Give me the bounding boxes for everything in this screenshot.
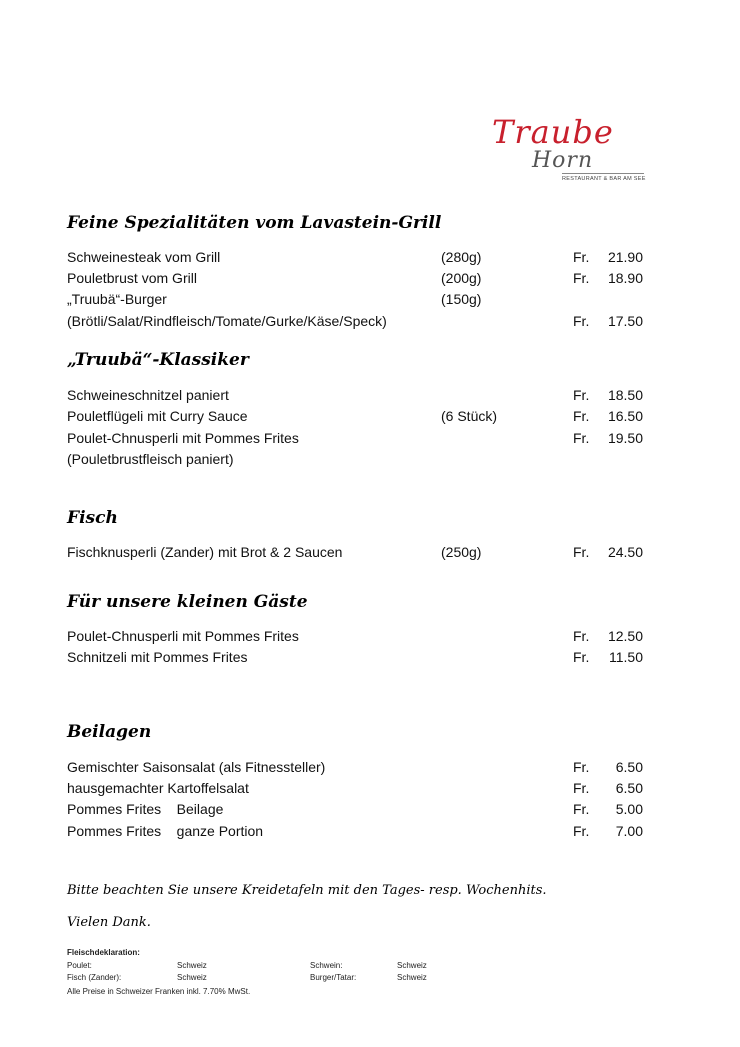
item-name: Pouletflügeli mit Curry Sauce [67,408,248,424]
item-currency: Fr. [573,780,590,796]
item-price: 19.50 [607,430,643,446]
menu-item [67,247,643,268]
item-name: Poulet-Chnusperli mit Pommes Frites [67,628,299,644]
declaration-fisch-label: Fisch (Zander): [67,973,122,982]
item-currency: Fr. [573,313,590,329]
menu-item [67,778,643,799]
item-currency: Fr. [573,759,590,775]
menu-item [67,428,643,449]
item-price: 17.50 [607,313,643,329]
declaration-fisch-value: Schweiz [177,973,207,982]
menu-item [67,268,643,289]
menu-item [67,542,643,563]
item-price: 12.50 [607,628,643,644]
item-currency: Fr. [573,649,590,665]
declaration-schwein-label: Schwein: [310,961,343,970]
item-name: Pommes Frites ganze Portion [67,823,264,839]
item-currency: Fr. [573,387,590,403]
menu-item [67,821,643,842]
item-name: Fischknusperli (Zander) mit Brot & 2 Saucen [67,544,343,560]
item-price: 5.00 [615,801,643,817]
item-price: 24.50 [607,544,643,560]
item-name: Poulet-Chnusperli mit Pommes Frites [67,430,299,446]
logo-tagline: RESTAURANT & BAR AM SEE [562,176,646,182]
item-currency: Fr. [573,544,590,560]
item-currency: Fr. [573,430,590,446]
item-price: 11.50 [609,649,643,665]
item-currency: Fr. [573,249,590,265]
item-price: 6.50 [615,759,643,775]
item-name: Schnitzeli mit Pommes Frites [67,649,248,665]
item-quantity: (150g) [441,291,482,307]
declaration-poulet-value: Schweiz [177,961,207,970]
menu-item [67,449,643,470]
logo-word-horn: Horn [532,148,594,173]
item-name: hausgemachter Kartoffelsalat [67,780,249,796]
menu-item [67,647,643,668]
menu-item [67,626,643,647]
item-currency: Fr. [573,823,590,839]
restaurant-logo [490,114,650,186]
item-name: (Pouletbrustfleisch paniert) [67,451,234,467]
menu-item [67,311,643,332]
item-quantity: (200g) [441,270,482,286]
thank-you-note: Vielen Dank. [67,915,151,930]
menu-item [67,757,643,778]
declaration-burger-value: Schweiz [397,973,427,982]
item-currency: Fr. [573,408,590,424]
item-price: 18.90 [607,270,643,286]
section-title-klassiker: „Truubä“-Klassiker [67,350,249,370]
menu-item [67,406,643,427]
declaration-poulet-label: Poulet: [67,961,92,970]
item-currency: Fr. [573,801,590,817]
item-name: Schweinesteak vom Grill [67,249,221,265]
item-name: Pommes Frites Beilage [67,801,224,817]
section-title-kinder: Für unsere kleinen Gäste [67,592,308,612]
item-name: Pouletbrust vom Grill [67,270,197,286]
menu-item [67,289,643,310]
item-currency: Fr. [573,628,590,644]
item-quantity: (280g) [441,249,482,265]
item-price: 6.50 [615,780,643,796]
item-price: 21.90 [607,249,643,265]
declaration-burger-label: Burger/Tatar: [310,973,357,982]
menu-item [67,385,643,406]
item-price: 16.50 [607,408,643,424]
item-price: 7.00 [615,823,643,839]
declaration-schwein-value: Schweiz [397,961,427,970]
section-title-fisch: Fisch [67,508,118,528]
item-name: Gemischter Saisonsalat (als Fitnessteller) [67,759,326,775]
item-quantity: (6 Stück) [441,408,498,424]
item-name: (Brötli/Salat/Rindfleisch/Tomate/Gurke/Käse/Speck) [67,313,387,329]
item-price: 18.50 [607,387,643,403]
declaration-title: Fleischdeklaration: [67,948,140,957]
menu-item [67,799,643,820]
section-title-beilagen: Beilagen [67,722,152,742]
item-name: Schweineschnitzel paniert [67,387,229,403]
item-quantity: (250g) [441,544,482,560]
price-footnote: Alle Preise in Schweizer Franken inkl. 7.70% MwSt. [67,987,251,996]
logo-divider [562,173,644,174]
logo-word-traube: Traube [492,113,614,151]
item-name: „Truubä“-Burger [67,291,167,307]
item-currency: Fr. [573,270,590,286]
chalkboard-note: Bitte beachten Sie unsere Kreidetafeln mit den Tages- resp. Wochenhits. [67,883,547,898]
section-title-grill: Feine Spezialitäten vom Lavastein-Grill [67,213,442,233]
